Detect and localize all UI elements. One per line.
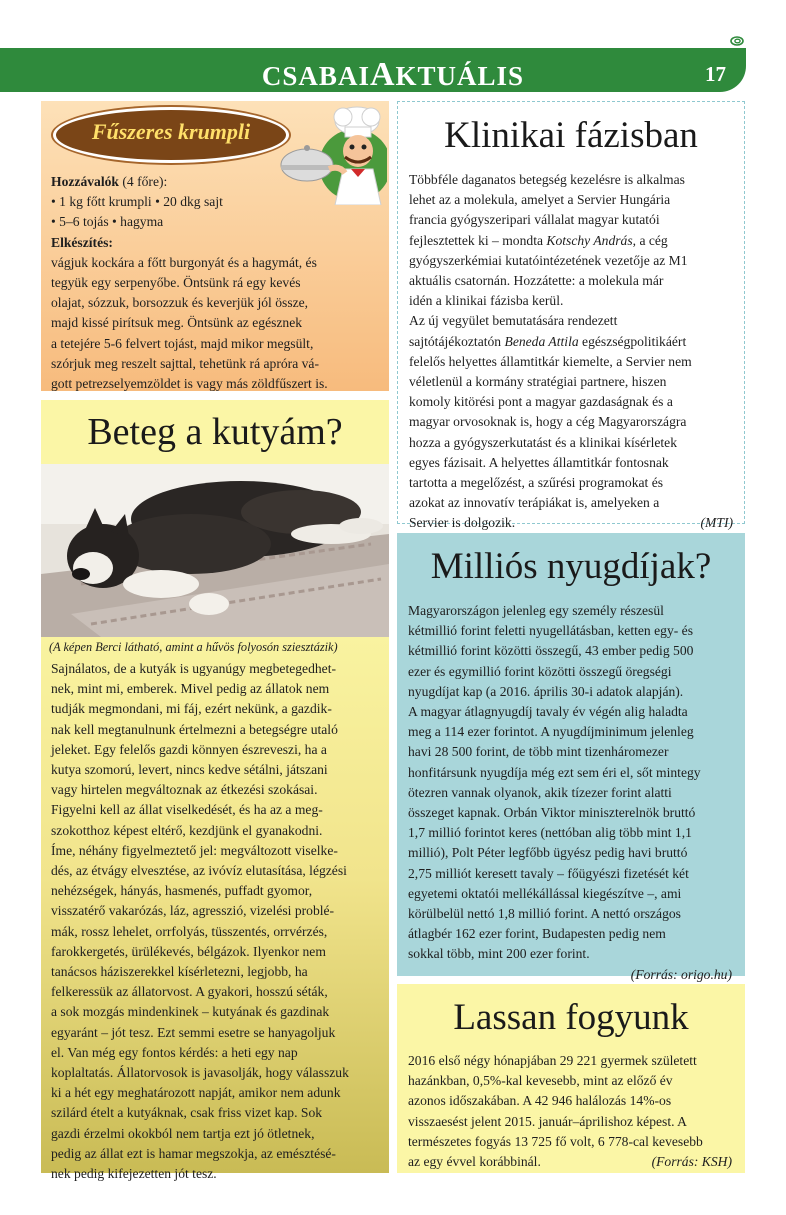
text-line [409,271,739,291]
pension-article [397,533,745,982]
text-line [409,473,739,493]
text-run: idén a klinikai fázisba kerül. [409,293,564,309]
text-line: hazánkban, 0,5%-kal kevesebb, mint az előző év [408,1073,673,1089]
text-line: átlagbér 162 ezer forint, Budapesten pedig nem [408,926,666,942]
text-line [409,170,739,190]
text-run: gyógyszerkémiai kutatóintézetének vezetője az M1 [409,252,688,268]
text-line: sokkal több, mint 200 ezer forint. [408,946,590,962]
text-line: farokkergetés, ürülékevés, bélgázok. Ilyenkor nem [51,943,326,959]
text-line: egyetemi oktatói mellékállással kiegészítve –, ami [408,885,682,901]
text-run: azokat az innovatív terápiákat is, amelyeken a [409,495,660,511]
text-line: visszaesést jelent 2015. január–áprilishoz képest. A [408,1113,687,1129]
text-run: tartotta a megelőzést, a szűrési programokat és [409,475,664,491]
text-line: • 1 kg főtt krumpli • 20 dkg sajt [51,194,223,210]
text-run: komoly kitörési pont a magyar gazdaságnak és a [409,394,673,410]
ingredients-label: Hozzávalók [51,174,119,189]
population-article-text [408,1051,738,1172]
text-line: ezer és egymillió forint közötti összegű öregségi [408,663,672,679]
text-run: véletlenül a kormány stratégiai partnere, hiszen [409,374,667,390]
text-line: 1,7 millió forintot keres (nettóban alig több mint 1,1 [408,825,692,841]
text-line: visszatérő vakarózás, láz, agresszió, vizelési problé- [51,903,335,919]
recipe-title: Fűszeres krumpli [91,119,251,144]
text-line: ki a hét egy meghatározott napját, amikor nem adunk [51,1085,341,1101]
text-line: kutya szomorú, levert, nincs kedve sétálni, játszani [51,762,328,778]
clinical-article-text [409,170,739,534]
magazine-title: CSABAIAKTUÁLIS [261,56,525,93]
text-line: tudják megmondani, mi fáj, ezért nekünk, a gazdik- [51,701,332,717]
clinical-article [397,101,745,531]
text-line: természetes fogyás 13 725 fő volt, 6 778-cal kevesebb [408,1133,703,1149]
dog-title-box [41,400,389,464]
text-run: , a cég [632,232,668,248]
sleeping-dog-photo [41,464,389,637]
method-label: Elkészítés: [51,234,113,250]
text-run: magyar orvosoknak is, hogy a cég Magyarországra [409,414,687,430]
page-number: 17 [705,62,726,86]
dog-article-title: Beteg a kutyám? [87,411,343,453]
text-line: szilárd ételt a kutyáknak, csak friss vizet kap. Sok [51,1105,323,1121]
text-run: Servier is dolgozik. [409,515,516,531]
text-line: kétmillió forint közötti összegű, 43 ember pedig 500 [408,643,694,659]
dog-article-body [41,637,389,1182]
source-attribution: (Forrás: origo.hu) [630,966,732,982]
text-line: a sok mozgás mindenkinek – kutyának és gazdinak [51,1004,330,1020]
text-line: felkeressük az állatorvost. A gyakori, hosszú séták, [51,984,328,1000]
text-run: lehet az a molekula, amelyet a Servier Hungária [409,192,671,208]
text-line: meg a 114 ezer forintot. A nyugdíjminimum jelenleg [408,724,694,740]
text-run: sajtótájékoztatón [409,333,505,349]
text-line: millió), Polt Péter legfőbb ügyész pedig havi bruttó [408,845,688,861]
pension-article-title: Milliós nyugdíjak? [430,546,712,587]
text-line [409,493,739,513]
text-line: pedig az állat ezt is hamar megszokja, az emésztésé- [51,1145,336,1161]
text-line: szórjuk meg reszelt sajttal, tehetünk rá apróra vá- [51,355,319,371]
text-line: koplaltatás. Állatorvosok is javasolják, hogy válasszuk [51,1065,349,1081]
text-run: aktuális csatornán. Hozzátette: a molekula már [409,273,664,289]
text-line: honfitársunk nyugdíja még ezt sem éri el, sőt mintegy [408,764,701,780]
text-line: Figyelni kell az állat viselkedését, és ha az a meg- [51,802,323,818]
text-line: majd kissé pirítsuk meg. Öntsünk az egésznek [51,315,303,331]
source-attribution: (MTI) [700,515,733,531]
text-line: vágjuk kockára a főtt burgonyát és a hagymát, és [51,254,317,270]
text-run: egészségpolitikáért [578,333,687,349]
text-line: Sajnálatos, de a kutyák is ugyanúgy megbetegedhet- [51,661,337,676]
text-line: gazdi érzelmi okokból nem tartja ezt jó ötletnek, [51,1125,315,1141]
text-line: mák, rossz lehelet, orrfolyás, tüsszentés, orrvérzés, [51,923,328,939]
text-line: gott petrezselyemzöldet is vagy más zöldfűszert is. [51,376,328,392]
text-line: egyaránt – jót tesz. Ezt semmi esetre se hanyagoljuk [51,1024,336,1040]
text-line: nek pedig kifejezetten jót tesz. [51,1166,217,1182]
text-line [409,291,739,311]
ingredients-serving: (4 főre): [118,174,168,189]
text-line: szokotthoz képest eltérő, kezdjünk el gyanakodni. [51,822,323,838]
text-line: ötezren vannak olyanok, akik tízezer forint alatti [408,784,672,800]
swirl-logo-icon [730,36,744,46]
text-line [409,412,739,432]
dog-article-text [51,659,385,1184]
text-line [409,392,739,412]
text-line: nyugdíjat kap (a 2016. április 30-i adatok alapján). [408,683,684,699]
text-line: a tetejére 5-6 felvert tojást, majd mikor megsült, [51,335,314,351]
text-line: el. Van még egy fontos kérdés: a heti egy nap [51,1044,298,1060]
text-line: körülbelül nettó 1,8 millió forint. A nettó országos [408,906,681,922]
text-line [409,352,739,372]
text-run: hozza a gyógyszerkutatást és a klinikai kísérletek [409,434,677,450]
text-line [409,453,739,473]
text-line: tanácsos háziszerekkel kísérletezni, legjobb, ha [51,964,308,980]
text-run: az egy évvel korábbinál. [408,1154,541,1170]
text-line: olajat, sózzuk, borsozzuk és keverjük jól össze, [51,295,309,311]
text-run: fejlesztettek ki – mondta [409,232,547,248]
pension-article-text [408,601,738,985]
population-article [397,984,745,1173]
photo-caption: (A képen Berci látható, amint a hűvös folyosón sziesztázik) [49,640,338,654]
text-line: tegyük egy serpenyőbe. Öntsünk rá egy kevés [51,275,301,291]
text-line: Íme, néhány figyelmeztető jel: megváltozott viselke- [51,842,338,858]
text-line: Magyarországon jelenleg egy személy részesül [408,603,664,618]
source-line [408,1152,738,1172]
text-line: jeleket. Egy felelős gazdi könnyen észreveszi, ha a [51,741,327,757]
text-line: 2016 első négy hónapjában 29 221 gyermek született [408,1053,697,1068]
text-line [409,251,739,271]
text-line [409,513,739,533]
text-run: felelős helyettes államtitkár kiemelte, a Servier nem [409,353,692,369]
text-line: összeget kapnak. Orbán Viktor miniszterelnök bruttó [408,805,696,821]
clinical-article-title: Klinikai fázisban [444,115,698,156]
text-line: nek, mint mi, emberek. Mivel pedig az állatok nem [51,681,330,697]
source-attribution: (Forrás: KSH) [651,1154,732,1170]
text-line: nehézségek, hányás, hasmenés, puffadt gyomor, [51,883,313,899]
text-line: azonos időszakában. A 42 946 halálozás 14%-os [408,1093,672,1109]
recipe-body [51,172,383,394]
person-name: Kotschy András [546,232,633,248]
text-run: egyes fázisait. A helyettes államtitkár fontosnak [409,454,669,470]
text-line [409,372,739,392]
text-line: dés, az étvágy elvesztése, az ivóvíz elutasítása, légzési [51,863,347,879]
text-line: havi 28 500 forint, de több mint tizenháromezer [408,744,669,760]
text-line [409,231,739,251]
person-name: Beneda Attila [504,333,579,349]
text-line: kétmillió forint feletti nyugellátásban, ketten egy- és [408,623,694,639]
text-line: A magyar átlagnyugdíj tavaly év végén alig haladta [408,704,688,720]
text-line: nak kell megtanulnunk értelmezni a betegségre utaló [51,721,338,737]
text-run: Az új vegyület bemutatására rendezett [409,313,618,329]
text-line [409,433,739,453]
text-line: vagy hirtelen megváltoznak az étkezési szokásai. [51,782,318,798]
text-line [409,332,739,352]
text-line [409,311,739,331]
text-line: • 5–6 tojás • hagyma [51,214,164,230]
text-line [409,190,739,210]
recipe-box [41,101,389,391]
population-article-title: Lassan fogyunk [453,997,689,1038]
text-line: 2,75 milliót keresett tavaly – főügyészi fizetését két [408,865,689,881]
text-run: Többféle daganatos betegség kezelésre is alkalmas [409,172,685,187]
text-line [409,210,739,230]
text-run: francia gyógyszeripari vállalat magyar kutatói [409,212,660,228]
source-line [408,965,738,985]
